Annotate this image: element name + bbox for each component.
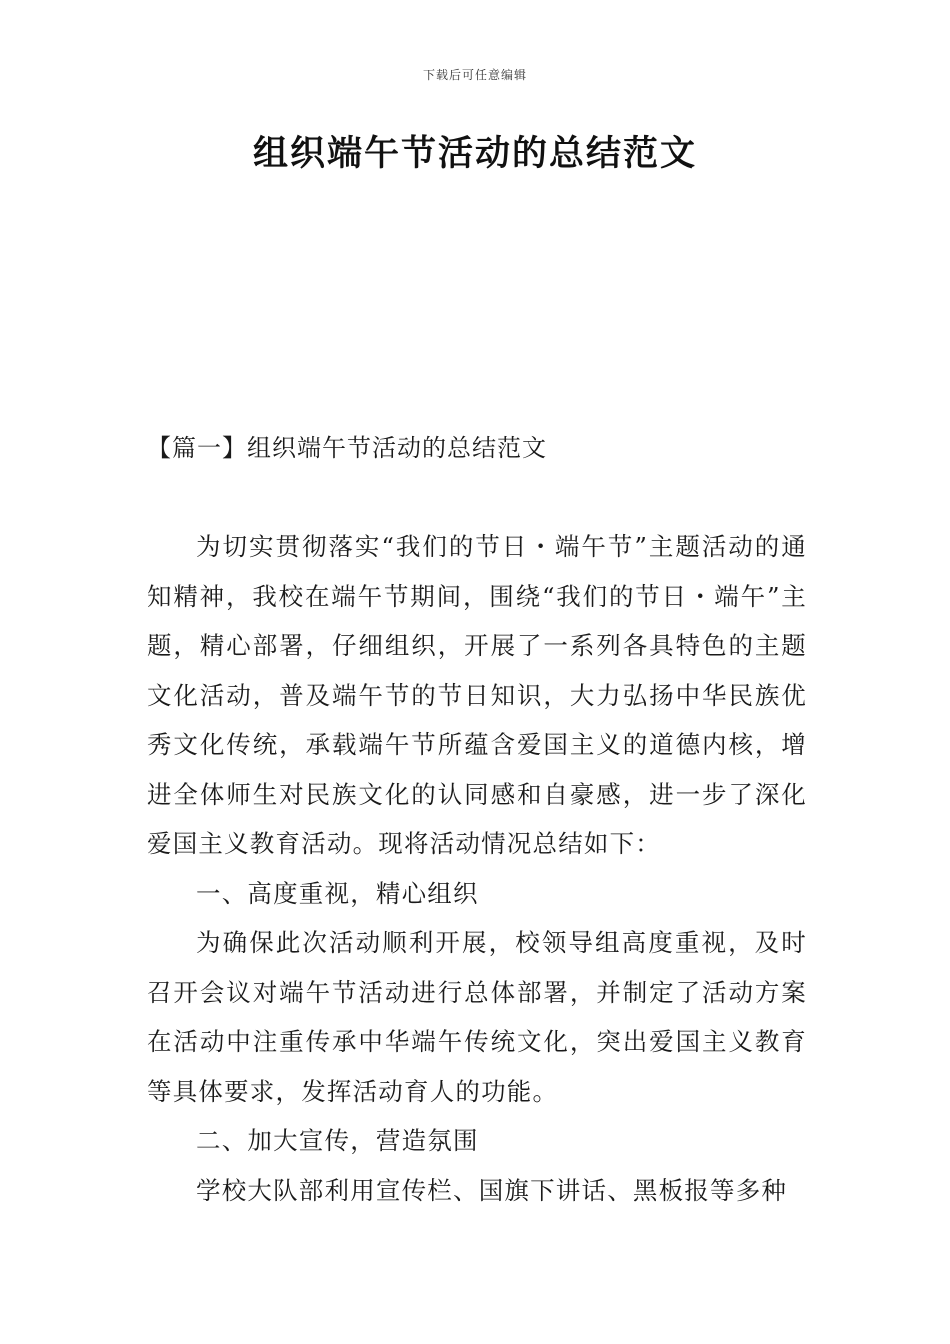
paragraph-intro: 为切实贯彻落实“我们的节日・端午节”主题活动的通知精神，我校在端午节期间，围绕“我们的节日・端午”主题，精心部署，仔细组织，开展了一系列各具特色的主题文化活动，普及端午节的节日知识，大力弘扬中华民族优秀文化传统，承载端午节所蕴含爱国主义的道德内核，增进全体师生对民族文化的认同感和自豪感，进一步了深化爱国主义教育活动。现将活动情况总结如下： xyxy=(147,532,807,858)
subheading-one: 一、高度重视，精心组织 xyxy=(196,878,479,908)
paragraph-one: 为确保此次活动顺利开展，校领导组高度重视，及时召开会议对端午节活动进行总体部署，并制定了活动方案在活动中注重传承中华端午传统文化，突出爱国主义教育等具体要求，发挥活动育人的功能。 xyxy=(147,928,807,1106)
section-heading: 【篇一】组织端午节活动的总结范文 xyxy=(147,434,547,462)
header-note: 下载后可任意编辑 xyxy=(422,68,527,82)
body-text xyxy=(147,522,807,1215)
subheading-two: 二、加大宣传，营造氛围 xyxy=(196,1126,479,1155)
document-title: 组织端午节活动的总结范文 xyxy=(252,134,697,174)
paragraph-two: 学校大队部利用宣传栏、国旗下讲话、黑板报等多种 xyxy=(196,1175,788,1205)
